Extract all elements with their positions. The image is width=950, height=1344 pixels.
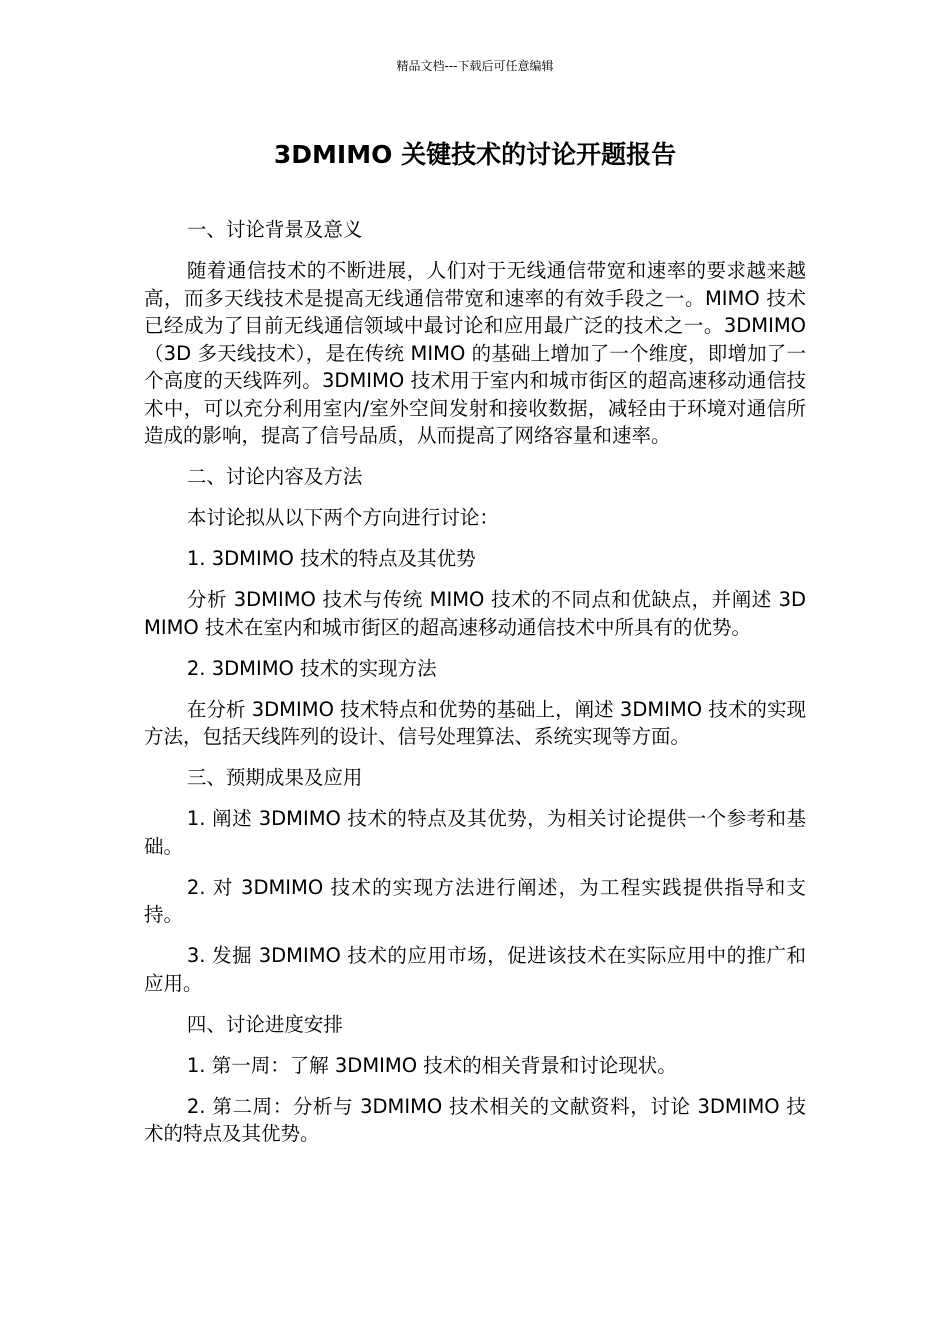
- list-item-outcome-3: 3. 发掘 3DMIMO 技术的应用市场，促进该技术在实际应用中的推广和应用。: [144, 944, 806, 995]
- subheading-features: 1. 3DMIMO 技术的特点及其优势: [186, 547, 476, 570]
- list-item-outcome-2: 2. 对 3DMIMO 技术的实现方法进行阐述，为工程实践提供指导和支持。: [144, 875, 806, 926]
- list-item-schedule-week-2: 2. 第二周：分析与 3DMIMO 技术相关的文献资料，讨论 3DMIMO 技术的特点及其优势。: [144, 1094, 806, 1145]
- paragraph-background: 随着通信技术的不断进展，人们对于无线通信带宽和速率的要求越来越高，而多天线技术是提高无线通信带宽和速率的有效手段之一。MIMO 技术已经成为了目前无线通信领域中最讨论和应用最广泛的技术之一。3DMIMO（3D 多天线技术），是在传统 MIMO 的基础上增加了一个维度，即增加了一个高度的天线阵列。3DMIMO 技术用于室内和城市街区的超高速移动通信技术中，可以充分利用室内/室外空间发射和接收数据，减轻由于环境对通信所造成的影响，提高了信号品质，从而提高了网络容量和速率。: [144, 259, 806, 447]
- header-note: 精品文档---下载后可任意编辑: [396, 59, 554, 73]
- list-item-outcome-1: 1. 阐述 3DMIMO 技术的特点及其优势，为相关讨论提供一个参考和基础。: [144, 807, 806, 858]
- paragraph-features: 分析 3DMIMO 技术与传统 MIMO 技术的不同点和优缺点，并阐述 3DMIMO 技术在室内和城市街区的超高速移动通信技术中所具有的优势。: [144, 588, 806, 639]
- subheading-implementation: 2. 3DMIMO 技术的实现方法: [186, 656, 437, 680]
- document-body: [144, 216, 806, 1161]
- paragraph-directions-intro: 本讨论拟从以下两个方向进行讨论：: [186, 506, 499, 529]
- section-heading-schedule: 四、讨论进度安排: [186, 1012, 343, 1036]
- section-heading-outcomes: 三、预期成果及应用: [186, 766, 363, 789]
- list-item-schedule-week-1: 1. 第一周：了解 3DMIMO 技术的相关背景和讨论现状。: [186, 1053, 677, 1077]
- section-heading-background: 一、讨论背景及意义: [186, 218, 363, 241]
- paragraph-implementation: 在分析 3DMIMO 技术特点和优势的基础上，阐述 3DMIMO 技术的实现方法，包括天线阵列的设计、信号处理算法、系统实现等方面。: [144, 697, 806, 748]
- section-heading-content-method: 二、讨论内容及方法: [186, 465, 363, 488]
- document-title: 3DMIMO 关键技术的讨论开题报告: [273, 140, 677, 169]
